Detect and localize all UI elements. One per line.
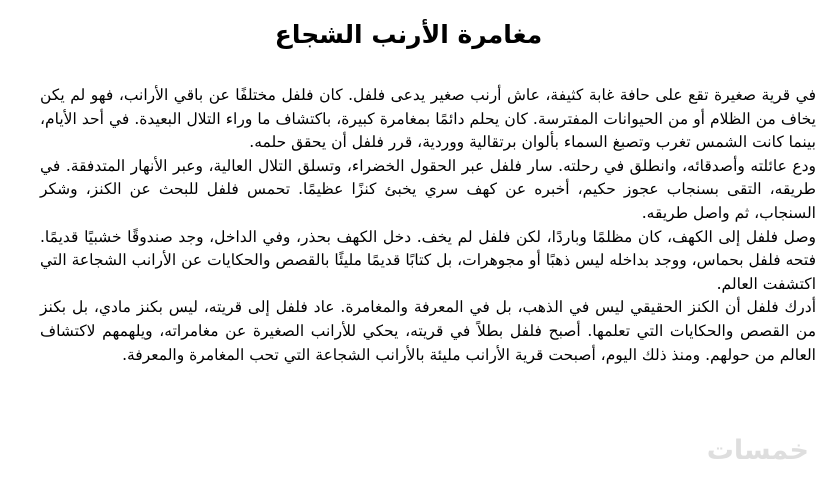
watermark-logo: خمسات	[706, 435, 809, 466]
paragraph-4: أدرك فلفل أن الكنز الحقيقي ليس في الذهب، بل في المعرفة والمغامرة. عاد فلفل إلى قريته، ليس بكنز مادي، بل بكنز من القصص والحكايات التي تعلمها. أصبح فلفل بطلاً في قريته، يحكي للأرانب الصغيرة عن مغامراته، ويلهمهم لاكتشاف العالم من حولهم. ومنذ ذلك اليوم، أصبحت قرية الأرانب مليئة بالأرانب الشجاعة التي تحب المغامرة والمعرفة.	[40, 298, 816, 364]
paragraph-2: ودع عائلته وأصدقائه، وانطلق في رحلته. سار فلفل عبر الحقول الخضراء، وتسلق التلال العالية، وعبر الأنهار المتدفقة. في طريقه، التقى بسنجاب عجوز حكيم، أخبره عن كهف سري يخبئ كنزًا عظيمًا. تحمس فلفل للبحث عن الكنز، وشكر السنجاب، ثم واصل طريقه.	[40, 156, 816, 222]
paragraph-1: في قرية صغيرة تقع على حافة غابة كثيفة، عاش أرنب صغير يدعى فلفل. كان فلفل مختلفًا عن باقي الأرانب، فهو لم يكن يخاف من الظلام أو من الحيوانات المفترسة. كان يحلم دائمًا بمغامرة كبيرة، باكتشاف ما وراء التلال البعيدة. في أحد الأيام، بينما كانت الشمس تغرب وتصبغ السماء بألوان برتقالية ووردية، قرر فلفل أن يحقق حلمه.	[40, 86, 816, 152]
document-title: مغامرة الأرنب الشجاع	[274, 20, 543, 49]
paragraph-3: وصل فلفل إلى الكهف، كان مظلمًا وباردًا، لكن فلفل لم يخف. دخل الكهف بحذر، وفي الداخل، وجد صندوقًا خشبيًا قديمًا. فتحه فلفل بحماس، ووجد بداخله ليس ذهبًا أو مجوهرات، بل كتابًا قديمًا مليئًا بالقصص والحكايات عن الأرانب الشجاعة التي اكتشفت العالم.	[40, 227, 816, 293]
story-body	[40, 84, 816, 367]
